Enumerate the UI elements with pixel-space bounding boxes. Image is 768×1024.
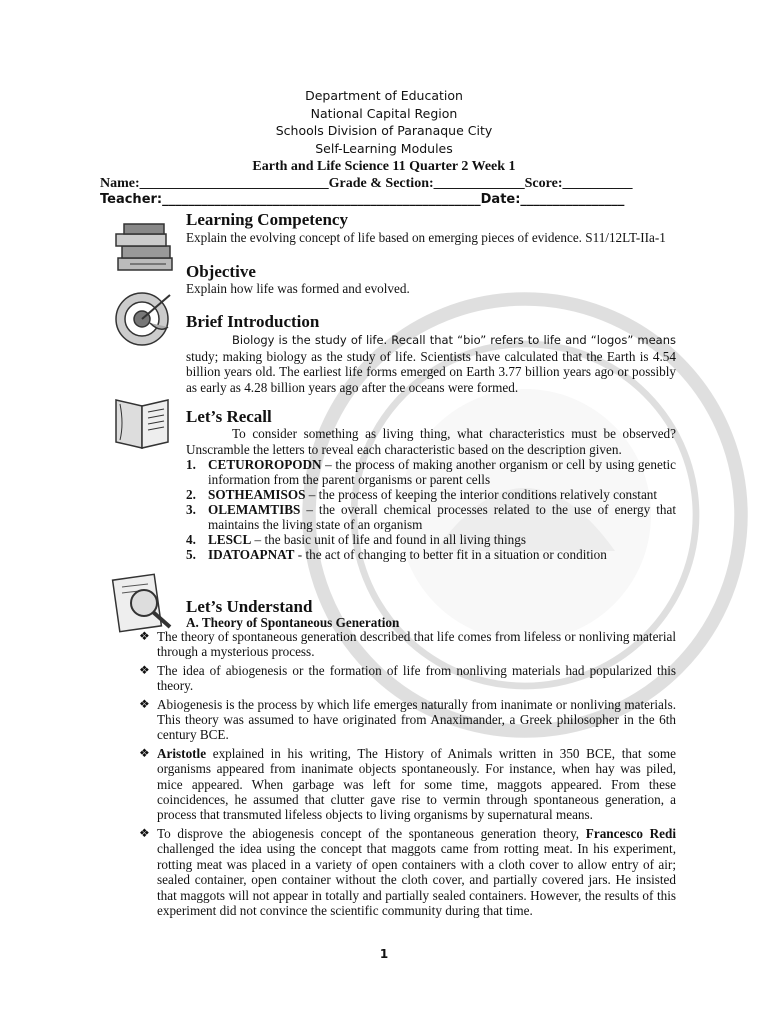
diamond-bullet-icon: ❖ bbox=[139, 745, 150, 760]
list-item: ❖ The theory of spontaneous generation described that life comes from lifeless or nonliving material through a mysterious process. bbox=[139, 629, 676, 660]
magnifier-icon bbox=[110, 573, 180, 633]
score-blank[interactable]: __________ bbox=[562, 176, 633, 191]
grade-blank[interactable]: _____________ bbox=[433, 176, 525, 191]
brief-intro-rest: study; making biology as the study of life. Scientists have calculated that the Earth is 4.54 billion years old. The earliest life forms emerged on Earth 3.77 billion years ago or possibly as early as 4.28 billion years ago after the oceans were formed. bbox=[186, 348, 676, 395]
scrambled-word: LESCL bbox=[208, 532, 252, 547]
header-division: Schools Division of Paranaque City bbox=[275, 123, 493, 138]
item-description: the process of keeping the interior conditions relatively constant bbox=[318, 487, 658, 502]
page-number: 1 bbox=[379, 947, 389, 961]
list-item: 1. CETUROROPODN – the process of making another organism or cell by using genetic information from the parent organisms or parent cells bbox=[186, 457, 676, 487]
scrambled-word: IDATOAPNAT bbox=[208, 547, 295, 562]
objective-title: Objective bbox=[186, 262, 256, 281]
page-title: Earth and Life Science 11 Quarter 2 Week 1 bbox=[252, 159, 516, 174]
scrambled-word: OLEMAMTIBS bbox=[208, 502, 301, 517]
list-item: 2. SOTHEAMISOS – the process of keeping the interior conditions relatively constant bbox=[186, 487, 658, 502]
brief-intro-lead: Biology is the study of life. Recall that “bio” refers to life and “logos” means bbox=[232, 333, 676, 347]
diamond-bullet-icon: ❖ bbox=[139, 629, 150, 643]
list-item: 4. LESCL – the basic unit of life and found in all living things bbox=[186, 532, 526, 547]
name-label: Name: bbox=[100, 176, 140, 191]
name-grade-score-line bbox=[100, 176, 666, 192]
learning-competency-text: Explain the evolving concept of life based on emerging pieces of evidence. S11/12LT-IIa-1 bbox=[186, 230, 666, 245]
open-book-icon bbox=[110, 392, 180, 452]
recall-intro: To consider something as living thing, what characteristics must be observed? Unscramble the letters to reveal each characteristic based on the description given. bbox=[186, 426, 676, 457]
grade-label: Grade & Section: bbox=[328, 176, 434, 191]
scrambled-word: SOTHEAMISOS bbox=[208, 487, 306, 502]
list-item: ❖ The idea of abiogenesis or the formation of life from nonliving materials had popularized this theory. bbox=[139, 662, 676, 694]
teacher-date-line bbox=[100, 192, 666, 207]
list-item: ❖ Abiogenesis is the process by which life emerges naturally from inanimate or nonliving materials. This theory was assumed to have originated from Anaximander, a Greek philosopher in the 6th century BCE. bbox=[139, 696, 676, 743]
brief-intro-title: Brief Introduction bbox=[186, 312, 320, 331]
date-label: Date: bbox=[480, 192, 521, 207]
teacher-label: Teacher: bbox=[100, 192, 163, 207]
diamond-bullet-icon: ❖ bbox=[139, 662, 150, 677]
diamond-bullet-icon: ❖ bbox=[139, 696, 150, 711]
item-description: the overall chemical processes related to the use of energy that maintains the living state of an organism bbox=[208, 502, 676, 532]
header-department: Department of Education bbox=[305, 88, 463, 103]
list-item: 3. OLEMAMTIBS – the overall chemical processes related to the use of energy that maintains the living state of an organism bbox=[186, 502, 676, 532]
recall-list bbox=[186, 457, 676, 562]
list-item: ❖ To disprove the abiogenesis concept of the spontaneous generation theory, Francesco Redi challenged the idea using the concept that maggots came from rotting meat. In his experiment, rotting meat was placed in a variety of open containers with a cloth cover to allow entry of air; sealed container, open container without the cloth cover, and partially covered jars. He insisted that maggots will not appear in totally and partially sealed containers. However, the results of this experiment did not convince the scientific community during that time. bbox=[139, 825, 676, 918]
learning-competency-title: Learning Competency bbox=[186, 210, 348, 229]
recall-title: Let’s Recall bbox=[186, 407, 272, 426]
objective-text: Explain how life was formed and evolved. bbox=[186, 281, 410, 296]
score-label: Score: bbox=[524, 176, 563, 191]
item-description: the process of making another organism or cell by using genetic information from the parent organisms or parent cells bbox=[208, 457, 676, 487]
diamond-bullet-icon: ❖ bbox=[139, 825, 150, 840]
list-item: ❖ Aristotle explained in his writing, The History of Animals written in 350 BCE, that some organisms appeared from inanimate objects spontaneously. For instance, when hay was piled, mice appeared. When garbage was left for some time, maggots appeared. From these coincidences, he assumed that clutter gave rise to vermin through spontaneous generation, a process that transmuted lifeless objects to living organisms by supernatural means. bbox=[139, 745, 676, 823]
target-icon bbox=[110, 289, 180, 349]
header-region: National Capital Region bbox=[310, 106, 458, 121]
understand-subhead: A. Theory of Spontaneous Generation bbox=[186, 615, 400, 630]
understand-title: Let’s Understand bbox=[186, 597, 313, 616]
date-blank[interactable]: ________________ bbox=[520, 192, 625, 207]
brief-intro-text bbox=[186, 332, 676, 395]
name-blank[interactable]: ___________________________ bbox=[139, 176, 329, 191]
scrambled-word: CETUROROPODN bbox=[208, 457, 322, 472]
books-icon bbox=[110, 218, 180, 278]
header-modules: Self-Learning Modules bbox=[315, 141, 453, 156]
understand-bullets bbox=[135, 629, 676, 921]
item-description: the basic unit of life and found in all living things bbox=[264, 532, 526, 547]
teacher-blank[interactable]: _________________________________________________ bbox=[162, 192, 481, 207]
item-description: the act of changing to better fit in a situation or condition bbox=[305, 547, 607, 562]
list-item: 5. IDATOAPNAT - the act of changing to better fit in a situation or condition bbox=[186, 547, 607, 562]
